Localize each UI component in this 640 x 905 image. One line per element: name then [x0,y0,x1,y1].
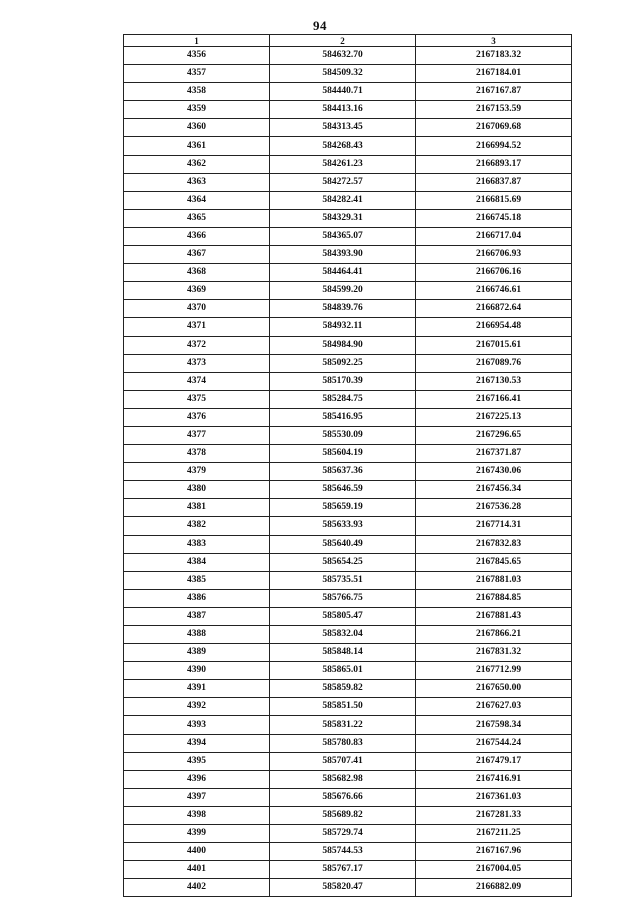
x-coordinate-cell: 584440.71 [270,83,416,101]
point-number-cell: 4376 [124,408,270,426]
table-row [124,861,572,879]
table-row [124,264,572,282]
y-coordinate-cell: 2167069.68 [416,119,572,137]
column-header-3: 3 [416,35,572,47]
x-coordinate-cell: 584509.32 [270,65,416,83]
column-header-1: 1 [124,35,270,47]
y-coordinate-cell: 2167004.05 [416,861,572,879]
x-coordinate-cell: 584261.23 [270,155,416,173]
x-coordinate-cell: 584282.41 [270,191,416,209]
point-number-cell: 4378 [124,445,270,463]
point-number-cell: 4377 [124,426,270,444]
y-coordinate-cell: 2167456.34 [416,481,572,499]
x-coordinate-cell: 584839.76 [270,300,416,318]
table-row [124,155,572,173]
x-coordinate-cell: 585735.51 [270,571,416,589]
point-number-cell: 4363 [124,173,270,191]
table-row [124,191,572,209]
point-number-cell: 4385 [124,571,270,589]
point-number-cell: 4389 [124,644,270,662]
x-coordinate-cell: 585744.53 [270,843,416,861]
y-coordinate-cell: 2167627.03 [416,698,572,716]
point-number-cell: 4359 [124,101,270,119]
y-coordinate-cell: 2167225.13 [416,408,572,426]
table-row [124,119,572,137]
x-coordinate-cell: 585604.19 [270,445,416,463]
x-coordinate-cell: 585646.59 [270,481,416,499]
table-row [124,607,572,625]
x-coordinate-cell: 585654.25 [270,553,416,571]
point-number-cell: 4393 [124,716,270,734]
point-number-cell: 4357 [124,65,270,83]
x-coordinate-cell: 584599.20 [270,282,416,300]
y-coordinate-cell: 2167714.31 [416,517,572,535]
point-number-cell: 4401 [124,861,270,879]
y-coordinate-cell: 2166717.04 [416,227,572,245]
page-number: 94 [313,18,327,33]
y-coordinate-cell: 2167544.24 [416,734,572,752]
table-row [124,445,572,463]
table-row [124,698,572,716]
point-number-cell: 4379 [124,463,270,481]
table-row [124,209,572,227]
table-row [124,553,572,571]
y-coordinate-cell: 2167832.83 [416,535,572,553]
table-row [124,173,572,191]
point-number-cell: 4399 [124,825,270,843]
point-number-cell: 4395 [124,752,270,770]
point-number-cell: 4388 [124,626,270,644]
point-number-cell: 4374 [124,372,270,390]
table-row [124,517,572,535]
y-coordinate-cell: 2167884.85 [416,589,572,607]
point-number-cell: 4398 [124,806,270,824]
column-header-2: 2 [270,35,416,47]
x-coordinate-cell: 585832.04 [270,626,416,644]
y-coordinate-cell: 2166994.52 [416,137,572,155]
table-row [124,463,572,481]
y-coordinate-cell: 2167167.87 [416,83,572,101]
x-coordinate-cell: 584393.90 [270,246,416,264]
table-row [124,626,572,644]
x-coordinate-cell: 584984.90 [270,336,416,354]
x-coordinate-cell: 584365.07 [270,227,416,245]
y-coordinate-cell: 2167211.25 [416,825,572,843]
y-coordinate-cell: 2166706.16 [416,264,572,282]
point-number-cell: 4371 [124,318,270,336]
point-number-cell: 4402 [124,879,270,897]
x-coordinate-cell: 584272.57 [270,173,416,191]
x-coordinate-cell: 584464.41 [270,264,416,282]
table-row [124,499,572,517]
x-coordinate-cell: 584268.43 [270,137,416,155]
y-coordinate-cell: 2167650.00 [416,680,572,698]
y-coordinate-cell: 2167153.59 [416,101,572,119]
x-coordinate-cell: 585820.47 [270,879,416,897]
point-number-cell: 4384 [124,553,270,571]
table-row [124,408,572,426]
y-coordinate-cell: 2167167.96 [416,843,572,861]
y-coordinate-cell: 2167371.87 [416,445,572,463]
y-coordinate-cell: 2166882.09 [416,879,572,897]
x-coordinate-cell: 585640.49 [270,535,416,553]
x-coordinate-cell: 585633.93 [270,517,416,535]
y-coordinate-cell: 2167866.21 [416,626,572,644]
point-number-cell: 4361 [124,137,270,155]
point-number-cell: 4368 [124,264,270,282]
x-coordinate-cell: 585707.41 [270,752,416,770]
x-coordinate-cell: 585682.98 [270,770,416,788]
y-coordinate-cell: 2166815.69 [416,191,572,209]
point-number-cell: 4373 [124,354,270,372]
x-coordinate-cell: 585416.95 [270,408,416,426]
x-coordinate-cell: 585689.82 [270,806,416,824]
point-number-cell: 4364 [124,191,270,209]
point-number-cell: 4358 [124,83,270,101]
table-row [124,426,572,444]
table-row [124,770,572,788]
point-number-cell: 4380 [124,481,270,499]
point-number-cell: 4356 [124,47,270,65]
y-coordinate-cell: 2167183.32 [416,47,572,65]
y-coordinate-cell: 2167089.76 [416,354,572,372]
y-coordinate-cell: 2167430.06 [416,463,572,481]
x-coordinate-cell: 584632.70 [270,47,416,65]
table-row [124,65,572,83]
y-coordinate-cell: 2166706.93 [416,246,572,264]
point-number-cell: 4367 [124,246,270,264]
table-row [124,83,572,101]
x-coordinate-cell: 585780.83 [270,734,416,752]
point-number-cell: 4387 [124,607,270,625]
point-number-cell: 4370 [124,300,270,318]
y-coordinate-cell: 2167831.32 [416,644,572,662]
table-row [124,571,572,589]
table-row [124,662,572,680]
table-row [124,535,572,553]
coordinates-table [123,34,572,897]
x-coordinate-cell: 585170.39 [270,372,416,390]
y-coordinate-cell: 2166746.61 [416,282,572,300]
y-coordinate-cell: 2166872.64 [416,300,572,318]
y-coordinate-cell: 2167536.28 [416,499,572,517]
table-row [124,300,572,318]
y-coordinate-cell: 2167416.91 [416,770,572,788]
x-coordinate-cell: 585767.17 [270,861,416,879]
x-coordinate-cell: 584313.45 [270,119,416,137]
point-number-cell: 4366 [124,227,270,245]
table-row [124,354,572,372]
y-coordinate-cell: 2167015.61 [416,336,572,354]
x-coordinate-cell: 585831.22 [270,716,416,734]
point-number-cell: 4369 [124,282,270,300]
table-row [124,825,572,843]
table-header [124,35,572,47]
table-row [124,752,572,770]
x-coordinate-cell: 585851.50 [270,698,416,716]
table-row [124,806,572,824]
y-coordinate-cell: 2167845.65 [416,553,572,571]
table-row [124,843,572,861]
y-coordinate-cell: 2167184.01 [416,65,572,83]
point-number-cell: 4394 [124,734,270,752]
x-coordinate-cell: 585729.74 [270,825,416,843]
point-number-cell: 4400 [124,843,270,861]
table-row [124,680,572,698]
point-number-cell: 4396 [124,770,270,788]
x-coordinate-cell: 585676.66 [270,788,416,806]
point-number-cell: 4391 [124,680,270,698]
table-row [124,318,572,336]
y-coordinate-cell: 2167130.53 [416,372,572,390]
x-coordinate-cell: 585092.25 [270,354,416,372]
y-coordinate-cell: 2167712.99 [416,662,572,680]
point-number-cell: 4381 [124,499,270,517]
y-coordinate-cell: 2167296.65 [416,426,572,444]
table-row [124,282,572,300]
point-number-cell: 4365 [124,209,270,227]
point-number-cell: 4392 [124,698,270,716]
table-row [124,47,572,65]
y-coordinate-cell: 2166745.18 [416,209,572,227]
point-number-cell: 4386 [124,589,270,607]
y-coordinate-cell: 2167881.43 [416,607,572,625]
x-coordinate-cell: 584932.11 [270,318,416,336]
table-row [124,390,572,408]
table-row [124,137,572,155]
table-row [124,644,572,662]
point-number-cell: 4372 [124,336,270,354]
x-coordinate-cell: 584413.16 [270,101,416,119]
x-coordinate-cell: 585859.82 [270,680,416,698]
point-number-cell: 4375 [124,390,270,408]
table-body [124,47,572,897]
header-row [124,35,572,47]
table-row [124,227,572,245]
point-number-cell: 4360 [124,119,270,137]
x-coordinate-cell: 585637.36 [270,463,416,481]
x-coordinate-cell: 585530.09 [270,426,416,444]
table-row [124,788,572,806]
y-coordinate-cell: 2166954.48 [416,318,572,336]
y-coordinate-cell: 2167598.34 [416,716,572,734]
y-coordinate-cell: 2167166.41 [416,390,572,408]
x-coordinate-cell: 585865.01 [270,662,416,680]
table-row [124,716,572,734]
x-coordinate-cell: 585848.14 [270,644,416,662]
table-row [124,734,572,752]
table-row [124,336,572,354]
table-row [124,246,572,264]
point-number-cell: 4362 [124,155,270,173]
point-number-cell: 4382 [124,517,270,535]
y-coordinate-cell: 2167479.17 [416,752,572,770]
table-row [124,101,572,119]
coordinates-table-container [123,34,571,897]
y-coordinate-cell: 2167281.33 [416,806,572,824]
x-coordinate-cell: 585766.75 [270,589,416,607]
point-number-cell: 4383 [124,535,270,553]
table-row [124,481,572,499]
y-coordinate-cell: 2167361.03 [416,788,572,806]
table-row [124,879,572,897]
x-coordinate-cell: 584329.31 [270,209,416,227]
point-number-cell: 4390 [124,662,270,680]
point-number-cell: 4397 [124,788,270,806]
table-row [124,589,572,607]
x-coordinate-cell: 585284.75 [270,390,416,408]
table-row [124,372,572,390]
y-coordinate-cell: 2166837.87 [416,173,572,191]
x-coordinate-cell: 585805.47 [270,607,416,625]
y-coordinate-cell: 2166893.17 [416,155,572,173]
y-coordinate-cell: 2167881.03 [416,571,572,589]
x-coordinate-cell: 585659.19 [270,499,416,517]
